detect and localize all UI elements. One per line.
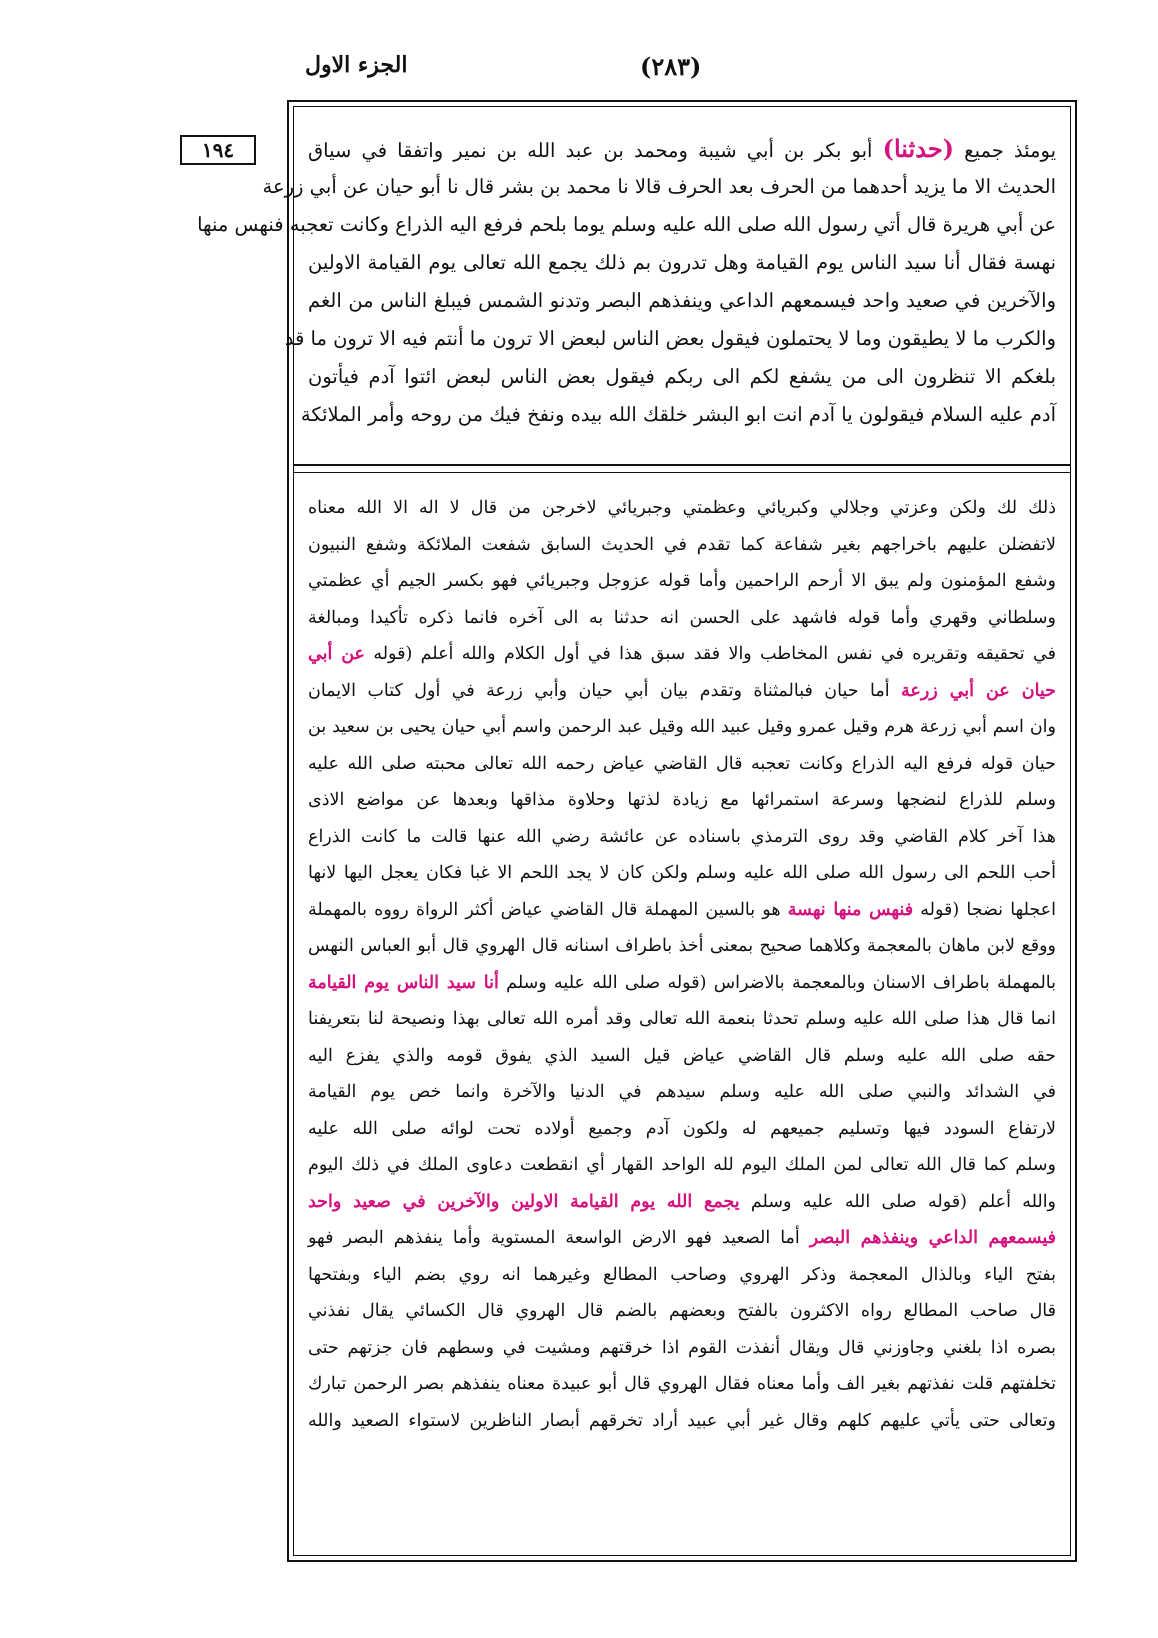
text-segment: (قوله — [364, 644, 413, 664]
matn-line — [284, 320, 1056, 358]
text-segment: والكرب ما لا يطيقون وما لا يحتملون فيقول بعض الناس لبعض الا ترون ما أنتم فيه الا ترون ما قد — [284, 327, 1056, 350]
quoted-phrase-highlight: عن أبي — [308, 644, 365, 664]
text-segment: وان اسم أبي زرعة هرم وقيل عمرو وقيل عبيد الله وقيل عبد الرحمن واسم أبي حيان يحيى بن سعيد بن — [308, 717, 1056, 737]
text-segment: بالمهملة باطراف الاسنان وبالمعجمة بالاضراس — [706, 972, 1056, 993]
matn-line — [308, 282, 1056, 320]
text-segment: قال صاحب المطالع رواه الاكثرون بالفتح وبعضهم بالضم قال الهروي قال الكسائي يقال نفذني — [308, 1301, 1056, 1321]
text-segment: ذلك لك ولكن وعزتي وجلالي وكبريائي وعظمتي وجبريائي لاخرجن من قال لا اله الا الله معناه — [308, 498, 1056, 518]
text-segment: والله أعلم — [966, 1191, 1057, 1212]
text-segment: بصره اذا بلغني وجاوزني قال ويقال أنفذت القوم اذا خرقتهم ومشيت في وسطهم فان جزتهم حتى — [308, 1337, 1056, 1358]
text-segment: وسلطاني وقهري وأما قوله فاشهد على الحسن انه حدثنا به الى آخره فانما ذكره تأكيدا ومبالغة — [308, 607, 1056, 628]
sharh-line — [308, 1147, 1056, 1184]
section-divider-thin — [293, 472, 1071, 473]
text-segment: ووقع لابن ماهان بالمعجمة وكلاهما صحيح بمعنى أخذ باطراف اسنانه قال الهروي قال أبو العباس النهس — [308, 936, 1056, 956]
sharh-line — [308, 490, 1056, 527]
text-segment: والآخرين في صعيد واحد فيسمعهم الداعي وينفذهم البصر وتدنو الشمس فيبلغ الناس من الغم — [308, 289, 1056, 312]
text-segment: نهسة فقال أنا سيد الناس يوم القيامة وهل تدرون بم ذلك يجمع الله تعالى يوم القيامة الاولين — [308, 251, 1056, 274]
sharh-line — [308, 1074, 1056, 1111]
text-segment: في الشدائد والنبي صلى الله عليه وسلم سيدهم في الدنيا والآخرة وانما خص يوم القيامة — [308, 1082, 1056, 1102]
text-segment: وسلم للذراع لنضجها وسرعة استمرائها مع زيادة لذتها وحلاوة مذاقها وبعدها عن مواضع الاذى — [308, 790, 1056, 810]
text-segment: أحب اللحم الى رسول الله صلى الله عليه وسلم ولكن كان لا يجد اللحم الا غبا فكان يعجل اليها لانها — [308, 863, 1056, 883]
sharh-line — [308, 819, 1056, 856]
sharh-line — [308, 1257, 1056, 1294]
text-segment: لاتفضلن عليهم باخراجهم بغير شفاعة كما تقدم في الحديث السابق شفعت الملائكة وشفع النبيون — [308, 534, 1056, 555]
matn-line — [308, 244, 1056, 282]
text-segment: تخلفتهم قلت نفذتهم بغير الف وأما معناه فقال الهروي قال أبو عبيدة معناه ينفذهم بصر الرحمن تبارك — [308, 1374, 1056, 1394]
sharh-line — [308, 673, 1056, 710]
sharh-line — [308, 1001, 1056, 1038]
text-segment: لارتفاع السودد فيها وتسليم جميعهم له ولكون آدم وجميع أولاده تحت لوائه صلى الله عليه — [308, 1118, 1056, 1139]
text-segment: وتعالى حتى يأتي عليهم كلهم وقال غير أبي عبيد أراد تخرقهم أبصار الناظرين لاستواء الصعيد والله — [308, 1410, 1056, 1431]
text-segment: آدم عليه السلام فيقولون يا آدم انت ابو البشر خلقك الله بيده ونفخ فيك من روحه وأمر الملائكة — [300, 403, 1056, 426]
sharh-line — [308, 563, 1056, 600]
text-segment: الحديث الا ما يزيد أحدهما من الحرف بعد الحرف قالا نا محمد بن بشر قال نا أبو حيان عن أبي زرعة — [262, 175, 1056, 198]
quoted-phrase-highlight: فيسمعهم الداعي وينفذهم البصر — [809, 1228, 1056, 1248]
section-divider-thick — [293, 464, 1071, 466]
sharh-line — [308, 1403, 1056, 1440]
matn-line — [300, 396, 1056, 434]
text-segment: (قوله — [913, 899, 960, 920]
text-segment: بفتح الياء وبالذال المعجمة وذكر الهروي وصاحب المطالع وغيرهما انه روي بضم الياء وبفتحها — [308, 1264, 1057, 1285]
matn-line — [197, 206, 1056, 244]
sharh-line — [308, 782, 1056, 819]
text-segment: في تحقيقه وتقريره في نفس المخاطب والا فقد سبق هذا في أول الكلام والله أعلم — [412, 644, 1056, 664]
text-segment: بلغكم الا تنظرون الى من يشفع لكم الى ربكم فيقول بعض الناس لبعض ائتوا آدم فيأتون — [308, 365, 1056, 388]
text-segment: انما قال هذا صلى الله عليه وسلم تحدثا بنعمة الله تعالى وقد أمره الله تعالى بهذا ونصيحة لنا بتعريفنا — [308, 1009, 1056, 1029]
sharh-line — [308, 636, 1056, 673]
sharh-line — [308, 1038, 1056, 1075]
sharh-line — [308, 965, 1056, 1002]
sharh-line — [308, 855, 1056, 892]
volume-label: الجزء الاول — [305, 52, 408, 78]
sharh-line — [308, 1293, 1056, 1330]
text-segment: (قوله صلى الله عليه وسلم — [498, 972, 707, 993]
sharh-line — [308, 1220, 1056, 1257]
text-segment: هذا آخر كلام القاضي وقد روى الترمذي باسناده عن عائشة رضي الله عنها قالت ما كانت الذراع — [308, 826, 1056, 847]
matn-line — [262, 168, 1056, 206]
sharh-line — [308, 1111, 1056, 1148]
hadith-number-box: ١٩٤ — [180, 135, 256, 165]
haddathana-highlight: (حدثنا) — [882, 134, 955, 163]
text-segment: يومئذ جميع — [954, 139, 1056, 162]
text-segment: وسلم كما قال الله تعالى لمن الملك اليوم لله الواحد القهار أي انقطعت دعاوى الملك في ذلك اليوم — [308, 1155, 1056, 1175]
sharh-line — [308, 709, 1056, 746]
text-segment: وشفع المؤمنون ولم يبق الا أرحم الراحمين وأما قوله عزوجل وجبريائي فهو بكسر الجيم أي عظمتي — [308, 571, 1056, 591]
quoted-phrase-highlight: فنهس منها نهسة — [787, 899, 914, 920]
sharh-line — [308, 1330, 1056, 1367]
text-segment: أبو بكر بن أبي شيبة ومحمد بن عبد الله بن نمير واتفقا في سياق — [308, 139, 883, 162]
sharh-line — [308, 527, 1056, 564]
sharh-line — [308, 1366, 1056, 1403]
text-segment: حقه صلى الله عليه وسلم قال القاضي عياض قيل السيد الذي يفوق قومه والذي يفزع اليه — [308, 1045, 1056, 1066]
sharh-line — [308, 928, 1056, 965]
text-segment: (قوله صلى الله عليه وسلم — [739, 1191, 967, 1212]
sharh-commentary-block — [308, 490, 1056, 1439]
quoted-phrase-highlight: أنا سيد الناس يوم القيامة — [308, 972, 499, 993]
text-segment: أما حيان فبالمثناة وتقدم بيان أبي حيان وأبي زرعة في أول كتاب الايمان — [308, 680, 902, 701]
matn-line — [308, 130, 1056, 168]
sharh-line — [308, 600, 1056, 637]
page-number: (٢٨٣) — [640, 52, 702, 81]
sharh-line — [308, 746, 1056, 783]
sharh-line — [308, 1184, 1056, 1221]
sharh-line — [308, 892, 1056, 929]
text-segment: عن أبي هريرة قال أتي رسول الله صلى الله عليه وسلم يوما بلحم فرفع اليه الذراع وكانت تعجبه فنهس منها — [197, 213, 1056, 236]
text-segment: هو بالسين المهملة قال القاضي عياض أكثر الرواة رووه بالمهملة — [308, 899, 788, 920]
matn-line — [308, 358, 1056, 396]
text-segment: أما الصعيد فهو الارض الواسعة المستوية وأما ينفذهم البصر فهو — [308, 1228, 810, 1248]
quoted-phrase-highlight: يجمع الله يوم القيامة الاولين والآخرين في صعيد واحد — [308, 1191, 740, 1212]
quoted-phrase-highlight: حيان عن أبي زرعة — [901, 680, 1056, 701]
text-segment: اعجلها نضجا — [959, 899, 1057, 920]
text-segment: حيان قوله فرفع اليه الذراع وكانت تعجبه قال القاضي عياض رحمه الله تعالى محبته صلى الله عليه — [308, 753, 1056, 774]
